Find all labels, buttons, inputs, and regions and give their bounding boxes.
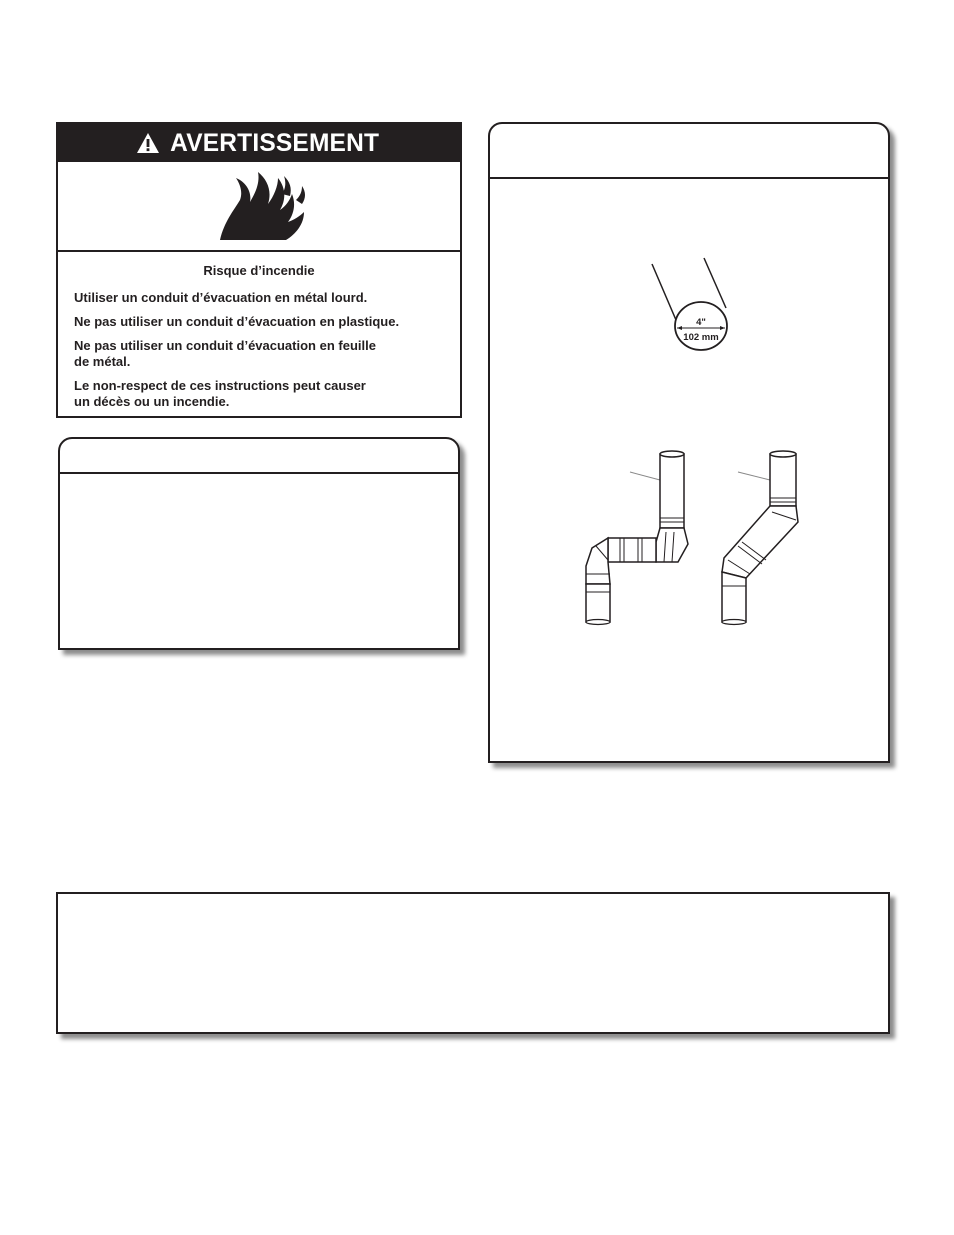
flame-area [58, 162, 460, 252]
duct-diameter-diagram [640, 254, 740, 354]
left-info-box [58, 437, 460, 650]
bottom-info-box [56, 892, 890, 1034]
warning-line-heavy-metal: Utiliser un conduit d’évacuation en métal lourd. [74, 290, 368, 305]
warning-title: AVERTISSEMENT [170, 128, 380, 157]
right-info-box [488, 122, 890, 763]
elbow-duct-diagram-45 [712, 446, 812, 626]
left-info-box-divider [60, 472, 458, 474]
warning-line-no-foil: Ne pas utiliser un conduit d’évacuation en feuille [74, 338, 376, 353]
warning-box [56, 122, 462, 418]
warning-header [58, 124, 460, 162]
risk-title: Risque d’incendie [203, 263, 315, 278]
warning-triangle-icon [136, 132, 160, 154]
warning-text [74, 263, 454, 418]
warning-line-no-plastic: Ne pas utiliser un conduit d’évacuation en plastique. [74, 314, 400, 329]
elbow-duct-diagram-90 [578, 446, 698, 626]
fire-icon [216, 170, 308, 242]
duct-size-mm: 102 mm [683, 332, 719, 343]
right-info-box-divider [490, 177, 888, 179]
duct-size-inches: 4" [696, 317, 706, 328]
warning-line-consequence: Le non-respect de ces instructions peut causer [74, 378, 366, 393]
warning-line-consequence-cont: un décès ou un incendie. [74, 394, 230, 409]
warning-line-no-foil-cont: de métal. [74, 354, 131, 369]
